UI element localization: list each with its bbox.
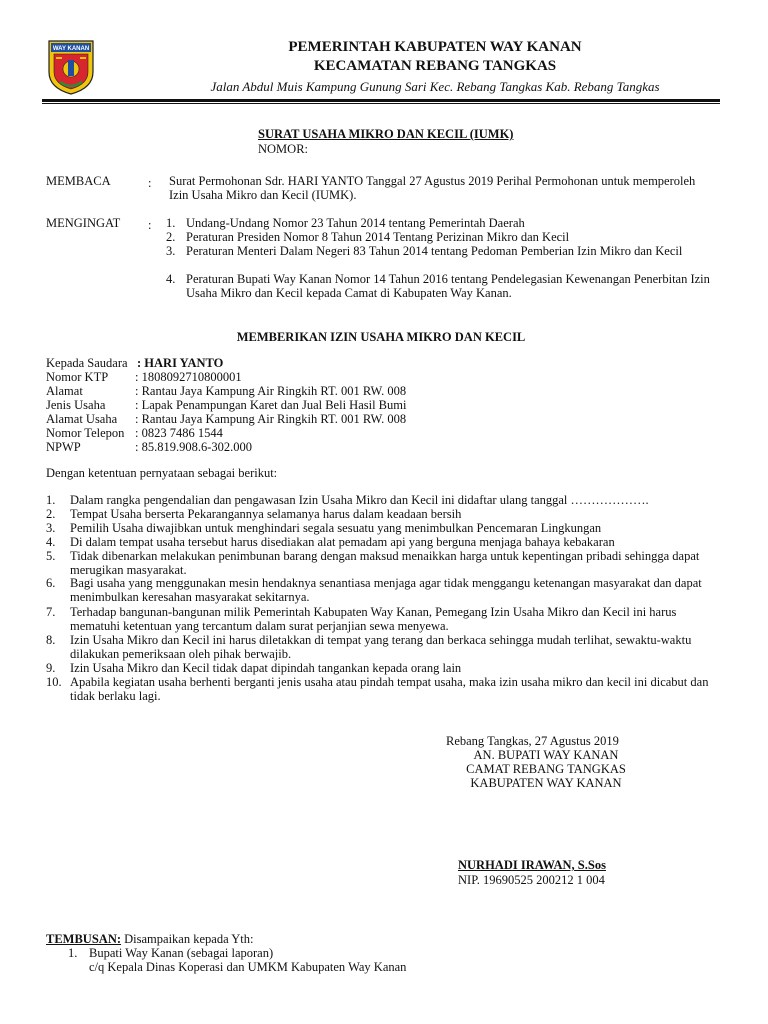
- field-value: : 85.819.908.6-302.000: [135, 440, 253, 454]
- mengingat-item: Peraturan Menteri Dalam Negeri 83 Tahun 2014 tentang Pedoman Pemberian Izin Mikro dan Kecil: [186, 244, 683, 258]
- field-value: : Rantau Jaya Kampung Air Ringkih RT. 001 RW. 008: [135, 384, 407, 398]
- condition-number: 1.: [46, 493, 56, 507]
- mengingat-item-number: 2.: [166, 230, 176, 244]
- tembusan-item-number: 1.: [68, 946, 78, 960]
- condition-text: Apabila kegiatan usaha berhenti berganti jenis usaha atau pindah tempat usaha, maka izin usaha mikro dan kecil ini dicabut dan tidak berlaku lagi.: [70, 675, 709, 703]
- mengingat-item: Peraturan Presiden Nomor 8 Tahun 2014 Tentang Perizinan Mikro dan Kecil: [186, 230, 570, 244]
- field-label: Alamat Usaha: [46, 412, 118, 426]
- signature-on-behalf: AN. BUPATI WAY KANAN: [473, 748, 619, 762]
- condition-number: 10.: [46, 675, 62, 689]
- tembusan-text: Disampaikan kepada Yth:: [121, 932, 254, 946]
- condition-text: Di dalam tempat usaha tersebut harus disediakan alat pemadam api yang berguna menjaga bahaya kebakaran: [70, 535, 615, 549]
- signature-place-date: Rebang Tangkas, 27 Agustus 2019: [446, 734, 619, 748]
- signatory-nip: NIP. 19690525 200212 1 004: [458, 873, 605, 887]
- field-value: : Rantau Jaya Kampung Air Ringkih RT. 001 RW. 008: [135, 412, 407, 426]
- field-value: : Lapak Penampungan Karet dan Jual Beli Hasil Bumi: [135, 398, 407, 412]
- field-label: Alamat: [46, 384, 83, 398]
- signature-region: KABUPATEN WAY KANAN: [470, 776, 622, 790]
- header-government-name: PEMERINTAH KABUPATEN WAY KANAN: [288, 39, 582, 55]
- header-district-name: KECAMATAN REBANG TANGKAS: [313, 58, 557, 74]
- membaca-colon: :: [148, 176, 152, 190]
- condition-text: Izin Usaha Mikro dan Kecil ini harus diletakkan di tempat yang terang dan berkaca sehingga mudah terlihat, sewaktu-waktu dilakukan pemeriksaan oleh pihak berwajib.: [70, 633, 692, 661]
- header-address: Jalan Abdul Muis Kampung Gunung Sari Kec. Rebang Tangkas Kab. Rebang Tangkas: [210, 79, 660, 94]
- mengingat-label: MENGINGAT: [46, 216, 121, 230]
- mengingat-item: Peraturan Bupati Way Kanan Nomor 14 Tahun 2016 tentang Pendelegasian Kewenangan Penerbitan Izin Usaha Mikro dan Kecil kepada Camat di Kabupaten Way Kanan.: [186, 272, 710, 300]
- condition-number: 2.: [46, 507, 56, 521]
- header-divider: [42, 99, 720, 102]
- mengingat-item: Undang-Undang Nomor 23 Tahun 2014 tentang Pemerintah Daerah: [186, 216, 525, 230]
- condition-number: 4.: [46, 535, 56, 549]
- header-divider-thin: [42, 103, 720, 104]
- condition-number: 6.: [46, 576, 56, 590]
- condition-number: 9.: [46, 661, 56, 675]
- mengingat-item-number: 3.: [166, 244, 176, 258]
- condition-text: Pemilih Usaha diwajibkan untuk menghindari segala sesuatu yang menimbulkan Pencemaran Lingkungan: [70, 521, 602, 535]
- condition-text: Tempat Usaha berserta Pekarangannya selamanya harus dalam keadaan bersih: [70, 507, 462, 521]
- section-heading: MEMBERIKAN IZIN USAHA MIKRO DAN KECIL: [236, 330, 526, 344]
- field-label: Nomor Telepon: [46, 426, 125, 440]
- mengingat-item-number: 1.: [166, 216, 176, 230]
- membaca-text: Surat Permohonan Sdr. HARI YANTO Tanggal 27 Agustus 2019 Perihal Permohonan untuk memperoleh Izin Usaha Mikro dan Kecil (IUMK).: [169, 174, 696, 202]
- membaca-label: MEMBACA: [46, 174, 111, 188]
- condition-number: 8.: [46, 633, 56, 647]
- field-value: : HARI YANTO: [137, 356, 224, 370]
- document-title: SURAT USAHA MIKRO DAN KECIL (IUMK): [258, 127, 514, 141]
- condition-text: Terhadap bangunan-bangunan milik Pemerintah Kabupaten Way Kanan, Pemegang Izin Usaha Mikro dan Kecil ini harus mematuhi ketentuan yang tercantum dalam surat perjanjian sewa menyewa.: [70, 605, 677, 633]
- field-value: : 0823 7486 1544: [135, 426, 223, 440]
- condition-number: 3.: [46, 521, 56, 535]
- mengingat-item-number: 4.: [166, 272, 176, 286]
- tembusan-label: TEMBUSAN:: [46, 932, 122, 946]
- field-label: Jenis Usaha: [46, 398, 106, 412]
- signatory-name: NURHADI IRAWAN, S.Sos: [458, 858, 606, 872]
- emblem-text: WAY KANAN: [52, 46, 90, 52]
- document-number: NOMOR:: [258, 142, 309, 156]
- field-label: Kepada Saudara: [46, 356, 128, 370]
- field-label: NPWP: [46, 440, 81, 454]
- condition-text: Bagi usaha yang menggunakan mesin hendaknya senantiasa menjaga agar tidak menggangu ketenangan masyarakat dan dapat menimbulkan keresahan masyarakat sekitarnya.: [70, 576, 702, 604]
- condition-text: Tidak dibenarkan melakukan penimbunan barang dengan maksud menaikkan harga untuk kepentingan pribadi sehingga dapat merugikan masyarakat.: [70, 549, 700, 577]
- tembusan-item: Bupati Way Kanan (sebagai laporan): [89, 946, 274, 960]
- mengingat-colon: :: [148, 218, 152, 232]
- condition-text: Izin Usaha Mikro dan Kecil tidak dapat dipindah tangankan kepada orang lain: [70, 661, 462, 675]
- conditions-intro: Dengan ketentuan pernyataan sebagai berikut:: [46, 466, 278, 480]
- field-label: Nomor KTP: [46, 370, 109, 384]
- condition-number: 7.: [46, 605, 56, 619]
- way-kanan-emblem: [46, 38, 96, 96]
- signature-position: CAMAT REBANG TANGKAS: [466, 762, 626, 776]
- field-value: : 1808092710800001: [135, 370, 242, 384]
- condition-number: 5.: [46, 549, 56, 563]
- tembusan-subitem: c/q Kepala Dinas Koperasi dan UMKM Kabupaten Way Kanan: [89, 960, 407, 974]
- condition-text: Dalam rangka pengendalian dan pengawasan Izin Usaha Mikro dan Kecil ini didaftar ulang tanggal ……………….: [70, 493, 649, 507]
- tembusan-line: [46, 932, 254, 946]
